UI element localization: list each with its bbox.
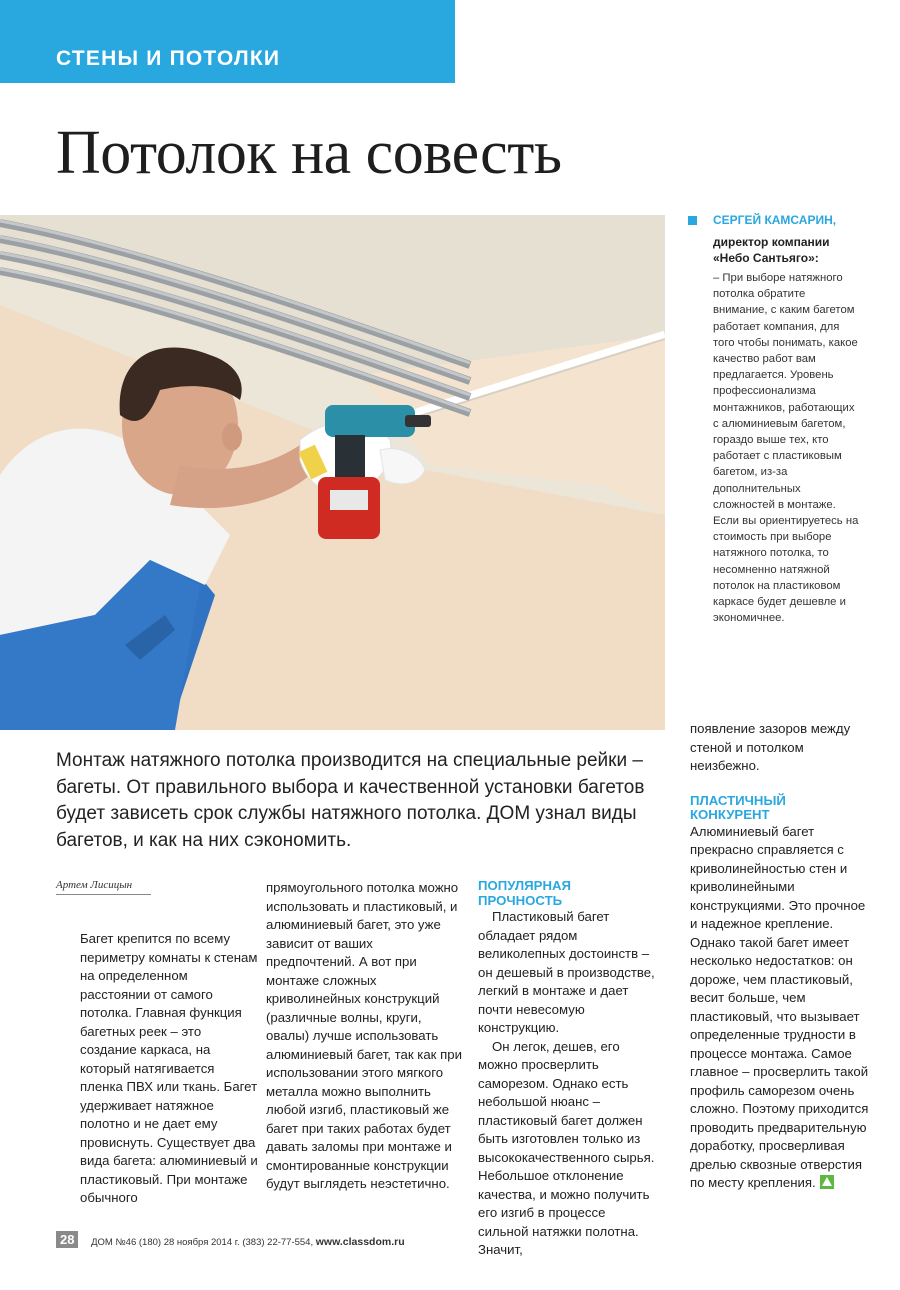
- section-banner: [0, 0, 455, 83]
- column-4: [690, 720, 870, 1193]
- column-3-paragraph-2: Он легок, дешев, его можно просверлить саморезом. Однако есть небольшой нюанс – пластиковый багет должен быть изготовлен только из высококачественного сырья. Небольшое отклонение качества, и можно получить его изгиб в процессе сильной натяжки полотна. Значит,: [478, 1038, 655, 1257]
- expert-quote: – При выборе натяжного потолка обратите внимание, с каким багетом работает компания, для того чтобы понимать, какое качество работ вам предлагается. Уровень профессионализма монтажников, работающих с алюминиевым багетом, гораздо выше тех, кто работает с пластиковым багетом, из-за дополнительных сложностей в монтаже. Если вы ориентируетесь на стоимость при выборе натяжного потолка, то несомненно натяжной потолок на пластиковом каркасе будет дешевле и экономичнее.: [713, 272, 859, 625]
- column-1: [80, 930, 260, 1208]
- page-number: 28: [56, 1231, 78, 1248]
- subheading-popular-line2: ПРОЧНОСТЬ: [478, 892, 563, 908]
- column-3-paragraph-1: Пластиковый багет обладает рядом великолепных достоинств – он дешевый в производстве, легкий в монтаже и дает почти невесомую конструкцию.: [478, 909, 655, 1035]
- issue-info: ДОМ №46 (180) 28 ноября 2014 г. (383) 22-77-554,: [91, 1237, 314, 1248]
- column-1-text: Багет крепится по всему периметру комнаты к стенам на определенном расстоянии от самого потолка. Главная функция багетных реек – это создание каркаса, на который натягивается пленка ПВХ или ткань. Багет удерживает натяжное полотно и не дает ему провиснуть. Существует два вида багета: алюминиевый и пластиковый. При монтаже обычного: [80, 931, 258, 1205]
- subheading-popular-line1: ПОПУЛЯРНАЯ: [478, 878, 571, 893]
- expert-role-line2: «Небо Сантьяго»:: [713, 251, 819, 265]
- page-title: Потолок на совесть: [56, 119, 562, 187]
- expert-role: [713, 234, 862, 266]
- author-byline: Артем Лисицын: [56, 879, 151, 895]
- lead-paragraph: Монтаж натяжного потолка производится на специальные рейки – багеты. От правильного выбора и качественной установки багетов будет зависеть срок службы натяжного потолка. ДОМ узнал виды багетов, и как на них сэкономить.: [56, 750, 645, 851]
- column-3: [478, 879, 658, 1260]
- subheading-plastic-line2: КОНКУРЕНТ: [690, 807, 770, 822]
- column-2: [266, 879, 464, 1194]
- end-of-article-icon: [820, 1175, 834, 1189]
- column-4-paragraph: [690, 823, 870, 1193]
- subheading-popular: [478, 879, 658, 908]
- column-2-text: прямоугольного потолка можно использовать и пластиковый, и алюминиевый багет, это уже зависит от ваших предпочтений. А вот при монтаже сложных криволинейных конструкций (различные волны, круги, овалы) лучше использовать алюминиевый багет, так как при использовании этого мягкого металла можно выполнить любой изгиб, пластиковый же багет при таких работах будет давать заломы при монтаже и смонтированные конструкции будут выглядеть неэстетично.: [266, 880, 462, 1191]
- column-4-continuation: появление зазоров между стеной и потолком неизбежно.: [690, 721, 851, 773]
- section-label: СТЕНЫ И ПОТОЛКИ: [56, 47, 281, 70]
- expert-sidebar: [692, 212, 862, 626]
- website-link[interactable]: www.classdom.ru: [315, 1236, 405, 1248]
- subheading-plastic-line1: ПЛАСТИЧНЫЙ: [690, 792, 786, 808]
- subheading-plastic: [690, 794, 870, 823]
- article-photo: [0, 215, 665, 730]
- column-4-text: Алюминиевый багет прекрасно справляется с криволинейностью стен и криволинейными конструкциями. Это прочное и надежное крепление. Однако такой багет имеет несколько недостатков: он дороже, чем пластиковый, весит больше, чем пластиковый, что вызывает определенные трудности в процессе монтажа. Самое главное – просверлить такой профиль саморезом очень сложно. Поэтому приходится проводить предварительную доработку, просверливая дрелью сквозные отверстия по месту крепления.: [690, 823, 869, 1190]
- expert-name: СЕРГЕЙ КАМСАРИН,: [713, 213, 837, 227]
- square-bullet-icon: [688, 216, 697, 225]
- page-footer: [56, 1231, 405, 1248]
- expert-role-line1: директор компании: [713, 235, 830, 249]
